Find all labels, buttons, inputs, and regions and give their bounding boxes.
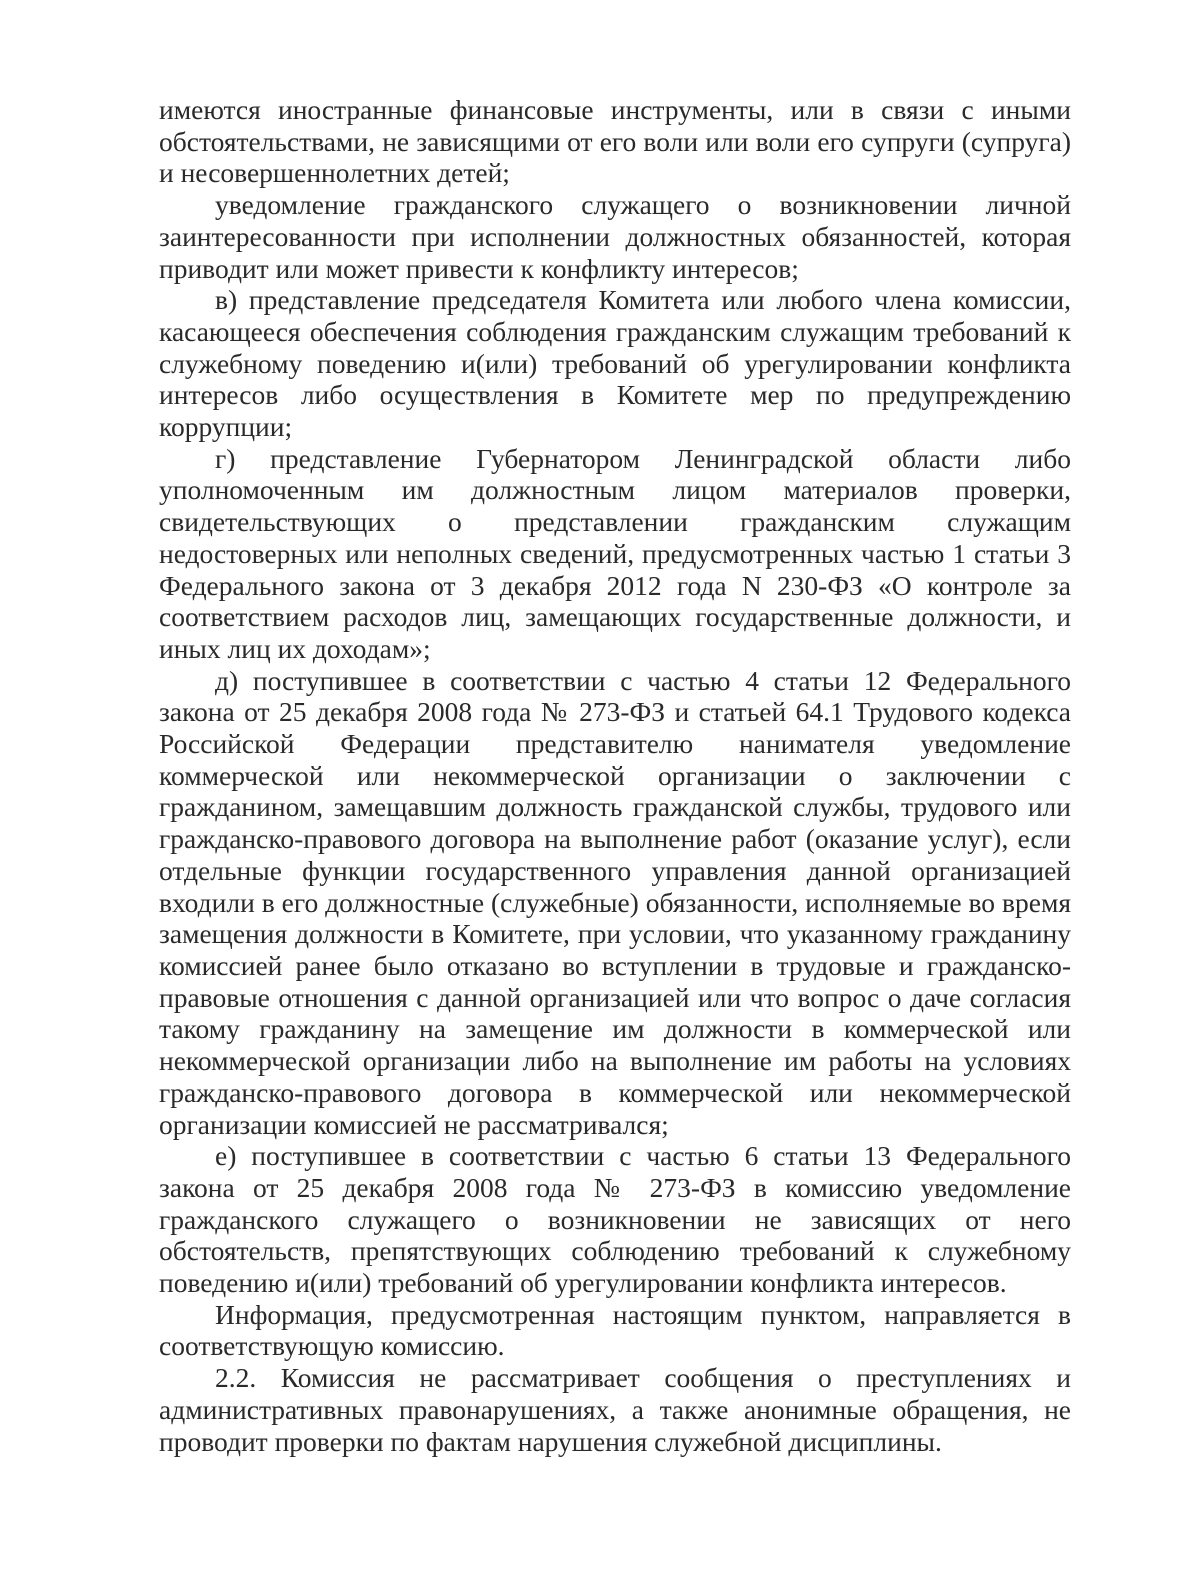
paragraph-item-g: г) представление Губернатором Ленинградской области либо уполномоченным им должностным лицом материалов проверки, свидетельствующих о представлении гражданским служащим недостоверных или неполных сведений, предусмотренных частью 1 статьи 3 Федерального закона от 3 декабря 2012 года N 230-ФЗ «О контроле за соответствием расходов лиц, замещающих государственные должности, и иных лиц их доходам»; — [159, 442, 1071, 664]
paragraph-item-e: е) поступившее в соответствии с частью 6 статьи 13 Федерального закона от 25 декабря 2008 года № 273-ФЗ в комиссию уведомление гражданского служащего о возникновении не зависящих от него обстоятельств, препятствующих соблюдению требований к служебному поведению и(или) требований об урегулировании конфликта интересов. — [159, 1140, 1071, 1299]
paragraph-item-v: в) представление председателя Комитета или любого члена комиссии, касающееся обеспечения соблюдения гражданским служащим требований к служебному поведению и(или) требований об урегулировании конфликта интересов либо осуществления в Комитете мер по предупреждению коррупции; — [159, 284, 1071, 443]
paragraph-item-d: д) поступившее в соответствии с частью 4 статьи 12 Федерального закона от 25 декабря 2008 года № 273-ФЗ и статьей 64.1 Трудового кодекса Российской Федерации представителю нанимателя уведомление коммерческой или некоммерческой организации о заключении с гражданином, замещавшим должность гражданской службы, трудового или гражданско-правового договора на выполнение работ (оказание услуг), если отдельные функции государственного управления данной организацией входили в его должностные (служебные) обязанности, исполняемые во время замещения должности в Комитете, при условии, что указанному гражданину комиссией ранее было отказано во вступлении в трудовые и гражданско-правовые отношения с данной организацией или что вопрос о даче согласия такому гражданину на замещение им должности в коммерческой или некоммерческой организации либо на выполнение им работы на условиях гражданско-правового договора в коммерческой или некоммерческой организации комиссией не рассматривался; — [159, 664, 1071, 1140]
paragraph-information: Информация, предусмотренная настоящим пунктом, направляется в соответствующую комиссию. — [159, 1298, 1071, 1362]
paragraph-continuation: имеются иностранные финансовые инструменты, или в связи с иными обстоятельствами, не зависящими от его воли или воли его супруги (супруга) и несовершеннолетних детей; — [159, 94, 1071, 189]
document-page — [159, 94, 1071, 1457]
paragraph-notification-interest: уведомление гражданского служащего о возникновении личной заинтересованности при исполнении должностных обязанностей, которая приводит или может привести к конфликту интересов; — [159, 189, 1071, 284]
paragraph-section-2-2: 2.2. Комиссия не рассматривает сообщения о преступлениях и административных правонарушениях, а также анонимные обращения, не проводит проверки по фактам нарушения служебной дисциплины. — [159, 1362, 1071, 1457]
